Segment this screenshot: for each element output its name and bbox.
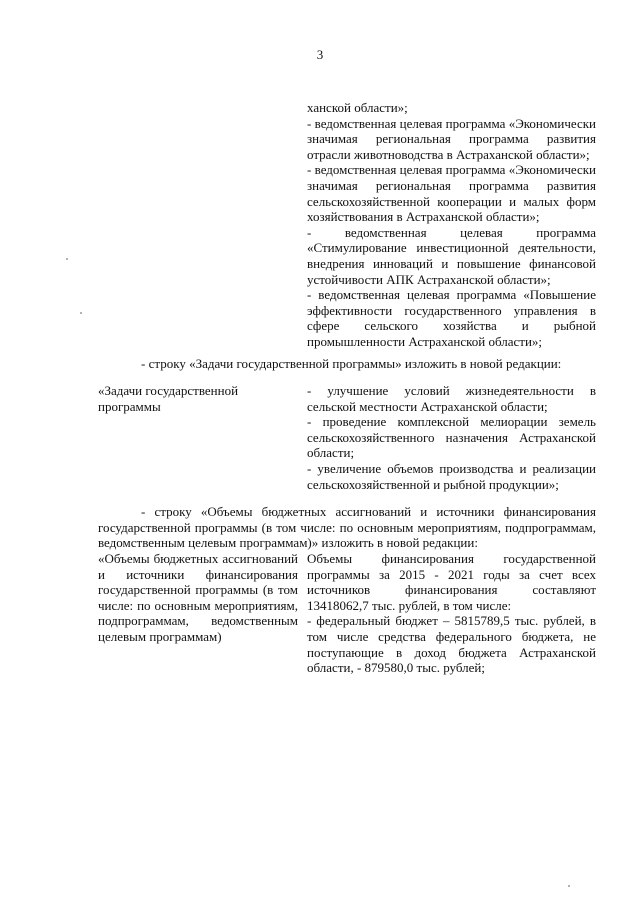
list-item: ханской области»; (307, 100, 408, 115)
funding-row (98, 551, 596, 676)
tasks-label: «Задачи государственной программы (98, 383, 239, 414)
document-body (98, 100, 596, 676)
program-list-continuation (307, 100, 596, 350)
funding-label: «Объемы бюджетных ассигнований и источники финансирования государственной программы (в том числе: по основным мероприятиям, подпрограммам, ведомственным целевым программам) (98, 551, 298, 644)
scan-speck (66, 258, 68, 260)
tasks-content (307, 383, 596, 492)
instruction-tasks: - строку «Задачи государственной программы» изложить в новой редакции: (141, 355, 562, 371)
list-item: - проведение комплексной мелиорации земель сельскохозяйственного назначения Астраханской области; (307, 414, 596, 461)
funding-federal: - федеральный бюджет – 5815789,5 тыс. рублей, в том числе средства федерального бюджета, не поступающие в доход бюджета Астраханской области, - 879580,0 тыс. рублей; (307, 613, 596, 676)
page-number: 3 (316, 47, 324, 62)
funding-content (307, 551, 596, 676)
funding-total: Объемы финансирования государственной программы за 2015 - 2021 годы за счет всех источников финансирования составляют 13418062,7 тыс. рублей, в том числе: (307, 551, 596, 613)
list-item: - ведомственная целевая программа «Экономически значимая региональная программа развития отрасли животноводства в Астраханской области»; (307, 115, 596, 162)
tasks-row (98, 383, 596, 492)
scan-speck (80, 312, 82, 314)
scan-speck (568, 885, 570, 887)
instruction-funding: - строку «Объемы бюджетных ассигнований и источники финансирования государственной программы (в том числе: по основным мероприятиям, подпрограммам, ведомственным целевым программам)» изложить в новой редакции: (98, 504, 596, 551)
list-item: - улучшение условий жизнедеятельности в сельской местности Астраханской области; (307, 383, 596, 414)
list-item: - ведомственная целевая программа «Экономически значимая региональная программа развития сельскохозяйственной кооперации и малых форм хозяйствования в Астраханской области»; (307, 162, 596, 225)
list-item: - ведомственная целевая программа «Стимулирование инвестиционной деятельности, внедрения инноваций и повышение финансовой устойчивости АПК Астраханской области»; (307, 224, 596, 287)
list-item: - увеличение объемов производства и реализации сельскохозяйственной и рыбной продукции»; (307, 461, 596, 492)
list-item: - ведомственная целевая программа «Повышение эффективности государственного управления в сфере сельского хозяйства и рыбной промышленности Астраханской области»; (307, 287, 596, 349)
